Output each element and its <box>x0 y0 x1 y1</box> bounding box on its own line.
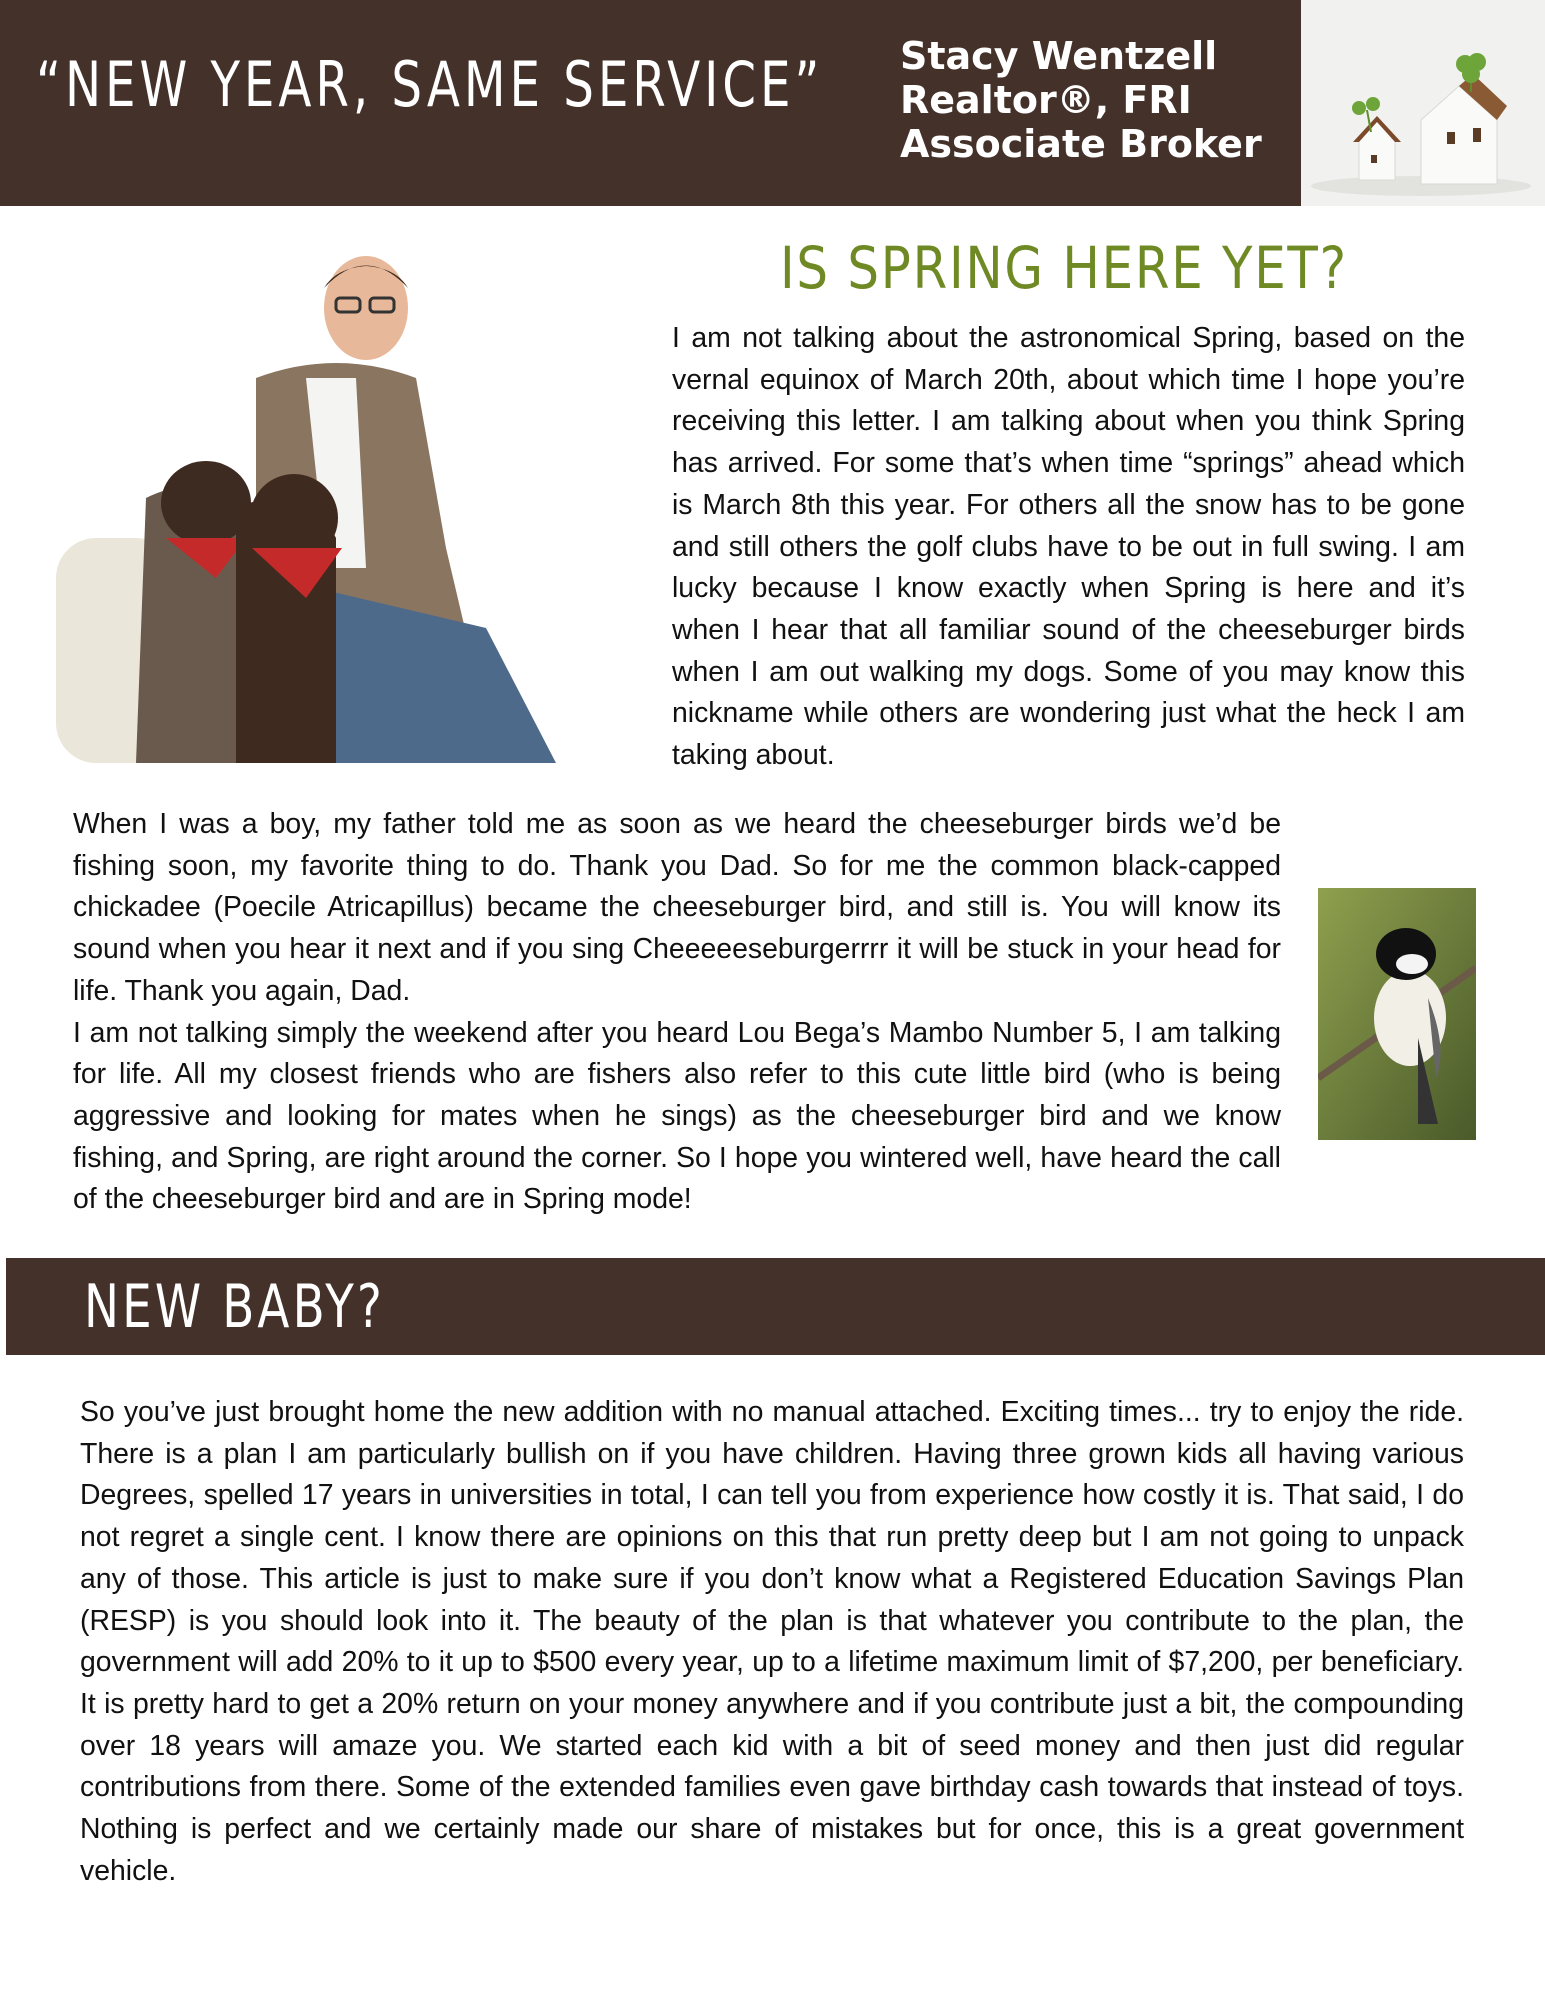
agent-name: Stacy Wentzell <box>900 34 1218 78</box>
realtor-with-dogs-photo <box>56 248 616 763</box>
new-baby-paragraph: So you’ve just brought home the new addition with no manual attached. Exciting times... try to enjoy the ride. There is a plan I am particularly bullish on if you have children. Having three grown kids all having various Degrees, spelled 17 years in universities in total, I can tell you from experience how costly it is. That said, I do not regret a single cent. I know there are opinions on this that run pretty deep but I am not going to unpack any of those. This article is just to make sure if you don’t know what a Registered Education Savings Plan (RESP) is you should look into it. The beauty of the plan is that whatever you contribute to the plan, the government will add 20% to it up to $500 every year, up to a lifetime maximum limit of $7,200, per beneficiary. It is pretty hard to get a 20% return on your money anywhere and if you contribute just a bit, the compounding over 18 years will amaze you. We started each kid with a bit of seed money and then just did regular contributions from there. Some of the extended families even gave birthday cash towards that instead of toys. Nothing is perfect and we certainly made our share of mistakes but for once, this is a great government vehicle. <box>80 1396 1464 1887</box>
new-baby-section-title: NEW BABY? <box>84 1272 385 1342</box>
spring-body <box>73 804 1281 1221</box>
agent-role: Associate Broker <box>900 122 1262 166</box>
chickadee-photo <box>1318 888 1476 1140</box>
spring-section-title: IS SPRING HERE YET? <box>780 234 1348 302</box>
houses-image <box>1301 0 1545 206</box>
spring-paragraph-1: I am not talking about the astronomical Spring, based on the vernal equinox of March 20th, about which time I hope you’re receiving this letter. I am talking about when you think Spring has arrived. For some that’s when time “springs” ahead which is March 8th this year. For others all the snow has to be gone and still others the golf clubs have to be out in full swing. I am lucky because I know exactly when Spring is here and it’s when I hear that all familiar sound of the cheeseburger birds when I am out walking my dogs. Some of you may know this nickname while others are wondering just what the heck I am taking about. <box>672 322 1465 772</box>
spring-paragraph-3: I am not talking simply the weekend after you heard Lou Bega’s Mambo Number 5, I am talking for life. All my closest friends who are fishers also refer to this cute little bird (who is being aggressive and looking for mates when he sings) as the cheeseburger bird and we know fishing, and Spring, are right around the corner. So I hope you wintered well, have heard the call of the cheeseburger bird and are in Spring mode! <box>73 1016 1281 1216</box>
header-banner <box>0 0 1301 206</box>
agent-info <box>900 34 1262 166</box>
agent-title: Realtor®, FRI <box>900 78 1192 122</box>
tagline: “NEW YEAR, SAME SERVICE” <box>36 48 824 121</box>
spring-paragraph-2: When I was a boy, my father told me as soon as we heard the cheeseburger birds we’d be fishing soon, my favorite thing to do. Thank you Dad. So for me the common black-capped chickadee (Poecile Atricapillus) became the cheeseburger bird, and still is. You will know its sound when you hear it next and if you sing Cheeeeeseburgerrrr it will be stuck in your head for life. Thank you again, Dad. <box>73 808 1281 1007</box>
